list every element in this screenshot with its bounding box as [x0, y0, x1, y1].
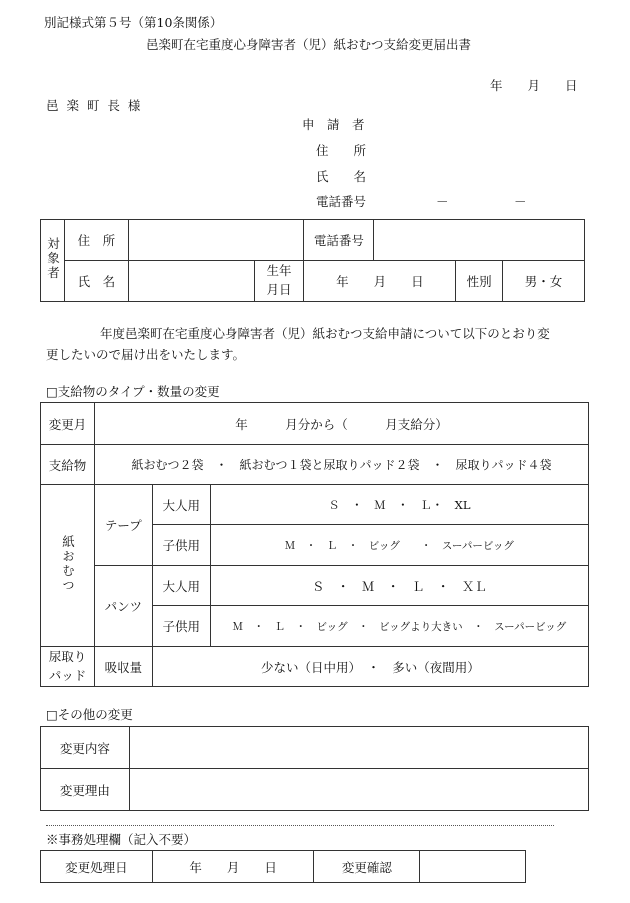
dotted-divider [46, 825, 554, 826]
section1-heading: □支給物のタイプ・数量の変更 [46, 384, 220, 399]
pants-adult-label: 大人用 [152, 566, 210, 606]
tape-label: テープ [94, 485, 152, 566]
tape-child-label: 子供用 [152, 525, 210, 566]
subject-table [40, 219, 585, 302]
change-month-field[interactable]: 年 月分から（ 月支給分） [94, 403, 588, 445]
supply-label: 支給物 [41, 445, 95, 485]
applicant-phone-separator-2: － [514, 194, 527, 209]
pants-adult-sizes[interactable]: Ｓ ・ Ｍ ・ Ｌ ・ ＸＬ [210, 566, 588, 606]
applicant-name-label: 氏 名 [316, 169, 367, 184]
change-content-label: 変更内容 [41, 727, 130, 769]
tape-adult-sizes[interactable]: Ｓ ・ Ｍ ・ Ｌ・ XL [210, 485, 588, 525]
process-date-label: 変更処理日 [41, 851, 153, 883]
change-confirm-label: 変更確認 [314, 851, 420, 883]
subject-sex-label: 性別 [456, 261, 503, 302]
office-table [40, 850, 526, 883]
intro-line-1: 年度邑楽町在宅重度心身障害者（児）紙おむつ支給申請について以下のとおり変 [100, 326, 550, 341]
office-heading: ※事務処理欄（記入不要） [46, 832, 197, 847]
form-date: 年 月 日 [490, 78, 578, 93]
subject-heading: 対象者 [41, 220, 65, 302]
subject-phone-field[interactable] [374, 220, 585, 261]
applicant-label: 申 請 者 [302, 117, 365, 132]
subject-sex-field[interactable]: 男・女 [503, 261, 585, 302]
subject-name-field[interactable] [128, 261, 254, 302]
subject-name-label: 氏 名 [64, 261, 128, 302]
tape-adult-label: 大人用 [152, 485, 210, 525]
change-confirm-field [420, 851, 526, 883]
supply-options[interactable]: 紙おむつ２袋 ・ 紙おむつ１袋と尿取りパッド２袋 ・ 尿取りパッド４袋 [94, 445, 588, 485]
addressee: 邑 楽 町 長 様 [46, 98, 143, 113]
absorb-options[interactable]: 少ない（日中用） ・ 多い（夜間用） [152, 647, 588, 687]
subject-phone-label: 電話番号 [304, 220, 374, 261]
change-content-field[interactable] [129, 727, 588, 769]
diaper-label: 紙おむつ [41, 485, 95, 647]
other-change-table [40, 726, 589, 811]
change-reason-label: 変更理由 [41, 769, 130, 811]
section2-heading: □その他の変更 [46, 707, 133, 722]
pad-label: 尿取り パッド [41, 647, 95, 687]
process-date-field: 年 月 日 [152, 851, 314, 883]
applicant-phone-label: 電話番号 [316, 194, 367, 209]
pants-child-label: 子供用 [152, 606, 210, 647]
applicant-address-label: 住 所 [316, 143, 367, 158]
intro-line-2: 更したいので届け出をいたします。 [46, 347, 246, 362]
pants-child-sizes[interactable]: Ｍ ・ Ｌ ・ ビッグ ・ ビッグより大きい ・ スーパービッグ [210, 606, 588, 647]
subject-birth-field[interactable]: 年 月 日 [304, 261, 456, 302]
change-reason-field[interactable] [129, 769, 588, 811]
pants-label: パンツ [94, 566, 152, 647]
subject-address-label: 住 所 [64, 220, 128, 261]
tape-child-sizes[interactable]: Ｍ ・ Ｌ ・ ビッグ ・ スーパービッグ [210, 525, 588, 566]
form-number: 別記様式第５号（第10条関係） [44, 15, 223, 30]
subject-address-field[interactable] [128, 220, 304, 261]
applicant-phone-separator-1: － [436, 194, 449, 209]
change-month-label: 変更月 [41, 403, 95, 445]
subject-birth-label: 生年 月日 [254, 261, 304, 302]
supply-table [40, 402, 589, 687]
absorb-label: 吸収量 [94, 647, 152, 687]
form-title: 邑楽町在宅重度心身障害者（児）紙おむつ支給変更届出書 [146, 37, 472, 52]
